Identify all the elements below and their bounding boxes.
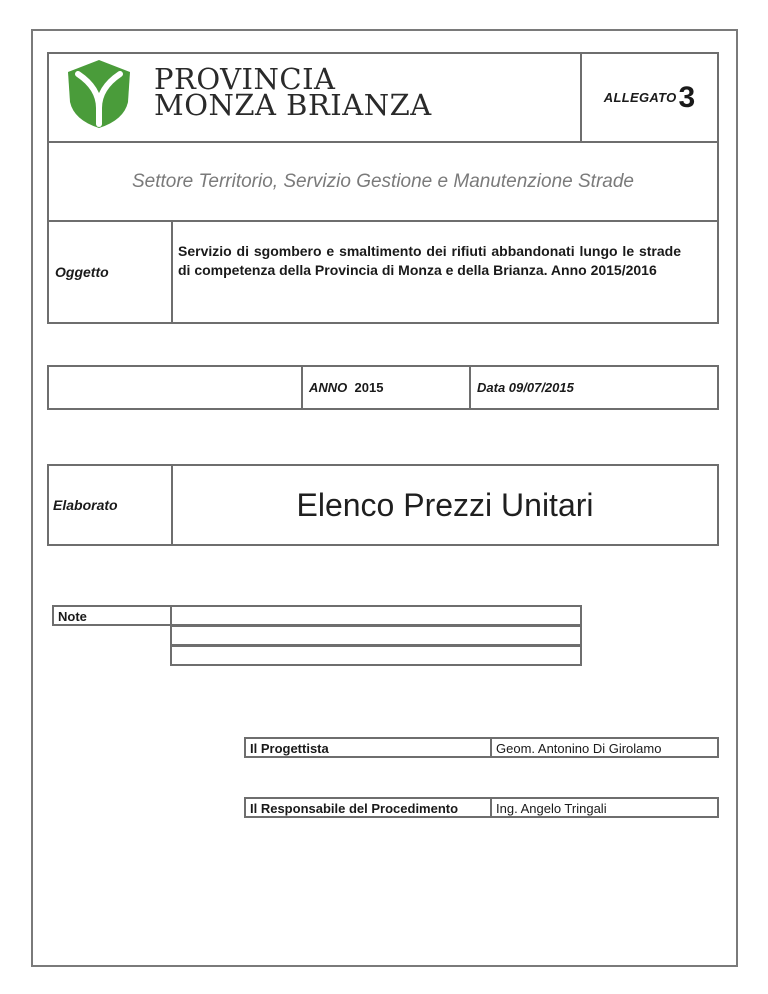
allegato-number: 3 <box>678 80 696 114</box>
allegato-label: ALLEGATO <box>603 90 677 105</box>
allegato-cell <box>580 52 719 143</box>
progettista-label: Il Progettista <box>244 737 492 758</box>
data-cell: Data 09/07/2015 <box>469 365 719 410</box>
note-row-1 <box>170 605 582 626</box>
anno-cell <box>301 365 471 410</box>
note-row-3 <box>170 645 582 666</box>
elaborato-label: Elaborato <box>47 464 173 546</box>
anno-label: ANNO <box>309 380 348 395</box>
progettista-value: Geom. Antonino Di Girolamo <box>490 737 719 758</box>
oggetto-description: Servizio di sgombero e smaltimento dei rifiuti abbandonati lungo le strade di competenza della Provincia di Monza e della Brianza. Anno 2015/2016 <box>171 220 719 324</box>
brand-line-1: PROVINCIA <box>154 62 336 96</box>
oggetto-label: Oggetto <box>47 220 173 324</box>
responsabile-value: Ing. Angelo Tringali <box>490 797 719 818</box>
provincia-shield-logo <box>66 58 132 130</box>
responsabile-label: Il Responsabile del Procedimento <box>244 797 492 818</box>
brand-name <box>154 62 432 122</box>
brand-line-2: MONZA BRIANZA <box>154 88 432 122</box>
anno-value: 2015 <box>354 380 384 395</box>
anno-empty-cell <box>47 365 303 410</box>
elaborato-title: Elenco Prezzi Unitari <box>171 464 719 546</box>
settore-heading: Settore Territorio, Servizio Gestione e Manutenzione Strade <box>47 141 719 222</box>
note-label: Note <box>52 605 172 626</box>
note-row-2 <box>170 625 582 646</box>
